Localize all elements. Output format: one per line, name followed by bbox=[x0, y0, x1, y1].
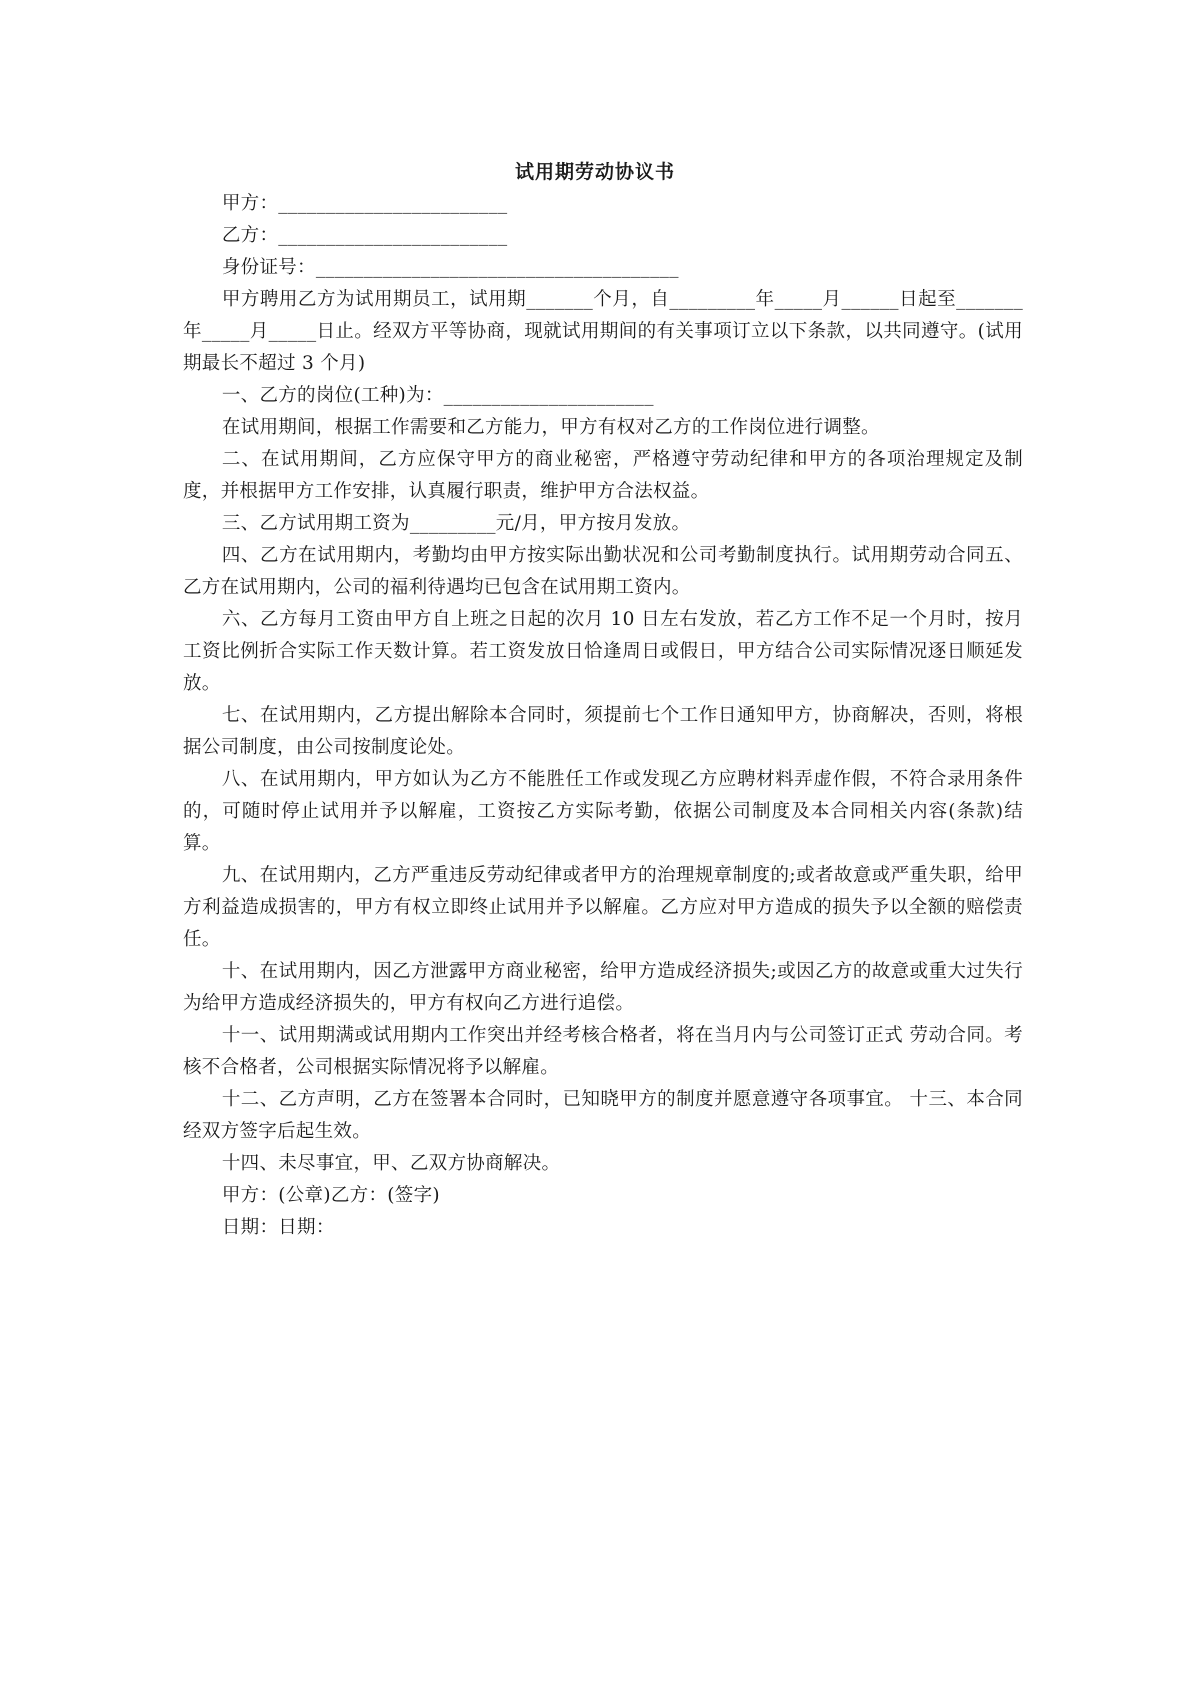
signature-line: 甲方：(公章)乙方：(签字) bbox=[221, 1185, 440, 1206]
date-line: 日期：日期： bbox=[221, 1217, 335, 1238]
clause-14: 十四、未尽事宜，甲、乙双方协商解决。 bbox=[221, 1153, 561, 1174]
document-title: 试用期劳动协议书 bbox=[514, 161, 675, 183]
clause-8: 八、在试用期内，甲方如认为乙方不能胜任工作或发现乙方应聘材料弄虚作假，不符合录用条件的，可随时停止试用并予以解雇，工资按乙方实际考勤，依据公司制度及本合同相关内容(条款)结算。 bbox=[183, 769, 1023, 854]
clause-1: 一、乙方的岗位(工种)为：______________________ bbox=[221, 385, 654, 406]
clause-6: 六、乙方每月工资由甲方自上班之日起的次月 10 日左右发放，若乙方工作不足一个月时，按月工资比例折合实际工作天数计算。若工资发放日恰逢周日或假日，甲方结合公司实际情况逐日顺延发放。 bbox=[183, 609, 1023, 694]
preamble-paragraph: 甲方聘用乙方为试用期员工，试用期_______个月，自_________年_____月______日起至_______年_____月_____日止。经双方平等协商，现就试用期间的有关事项订立以下条款，以共同遵守。(试用期最长不超过 3 个月) bbox=[183, 289, 1023, 374]
party-a-line: 甲方：________________________ bbox=[221, 193, 508, 214]
clause-9: 九、在试用期内，乙方严重违反劳动纪律或者甲方的治理规章制度的;或者故意或严重失职，给甲方利益造成损害的，甲方有权立即终止试用并予以解雇。乙方应对甲方造成的损失予以全额的赔偿责任。 bbox=[183, 865, 1023, 950]
document-body bbox=[183, 188, 1023, 1244]
clause-1-detail: 在试用期间，根据工作需要和乙方能力，甲方有权对乙方的工作岗位进行调整。 bbox=[221, 417, 880, 438]
party-b-line: 乙方：________________________ bbox=[221, 225, 508, 246]
clause-12-13: 十二、乙方声明，乙方在签署本合同时，已知晓甲方的制度并愿意遵守各项事宜。 十三、本合同经双方签字后起生效。 bbox=[183, 1089, 1023, 1142]
clause-3: 三、乙方试用期工资为_________元/月，甲方按月发放。 bbox=[221, 513, 691, 534]
clause-7: 七、在试用期内，乙方提出解除本合同时，须提前七个工作日通知甲方，协商解决，否则，将根据公司制度，由公司按制度论处。 bbox=[183, 705, 1023, 758]
clause-2: 二、在试用期间，乙方应保守甲方的商业秘密，严格遵守劳动纪律和甲方的各项治理规定及制度，并根据甲方工作安排，认真履行职责，维护甲方合法权益。 bbox=[183, 449, 1023, 502]
clause-10: 十、在试用期内，因乙方泄露甲方商业秘密，给甲方造成经济损失;或因乙方的故意或重大过失行为给甲方造成经济损失的，甲方有权向乙方进行追偿。 bbox=[183, 961, 1023, 1014]
clause-4-5: 四、乙方在试用期内，考勤均由甲方按实际出勤状况和公司考勤制度执行。试用期劳动合同五、乙方在试用期内，公司的福利待遇均已包含在试用期工资内。 bbox=[183, 545, 1023, 598]
id-number-line: 身份证号：______________________________________ bbox=[221, 257, 679, 278]
clause-11: 十一、试用期满或试用期内工作突出并经考核合格者，将在当月内与公司签订正式 劳动合同。考核不合格者，公司根据实际情况将予以解雇。 bbox=[183, 1025, 1023, 1078]
